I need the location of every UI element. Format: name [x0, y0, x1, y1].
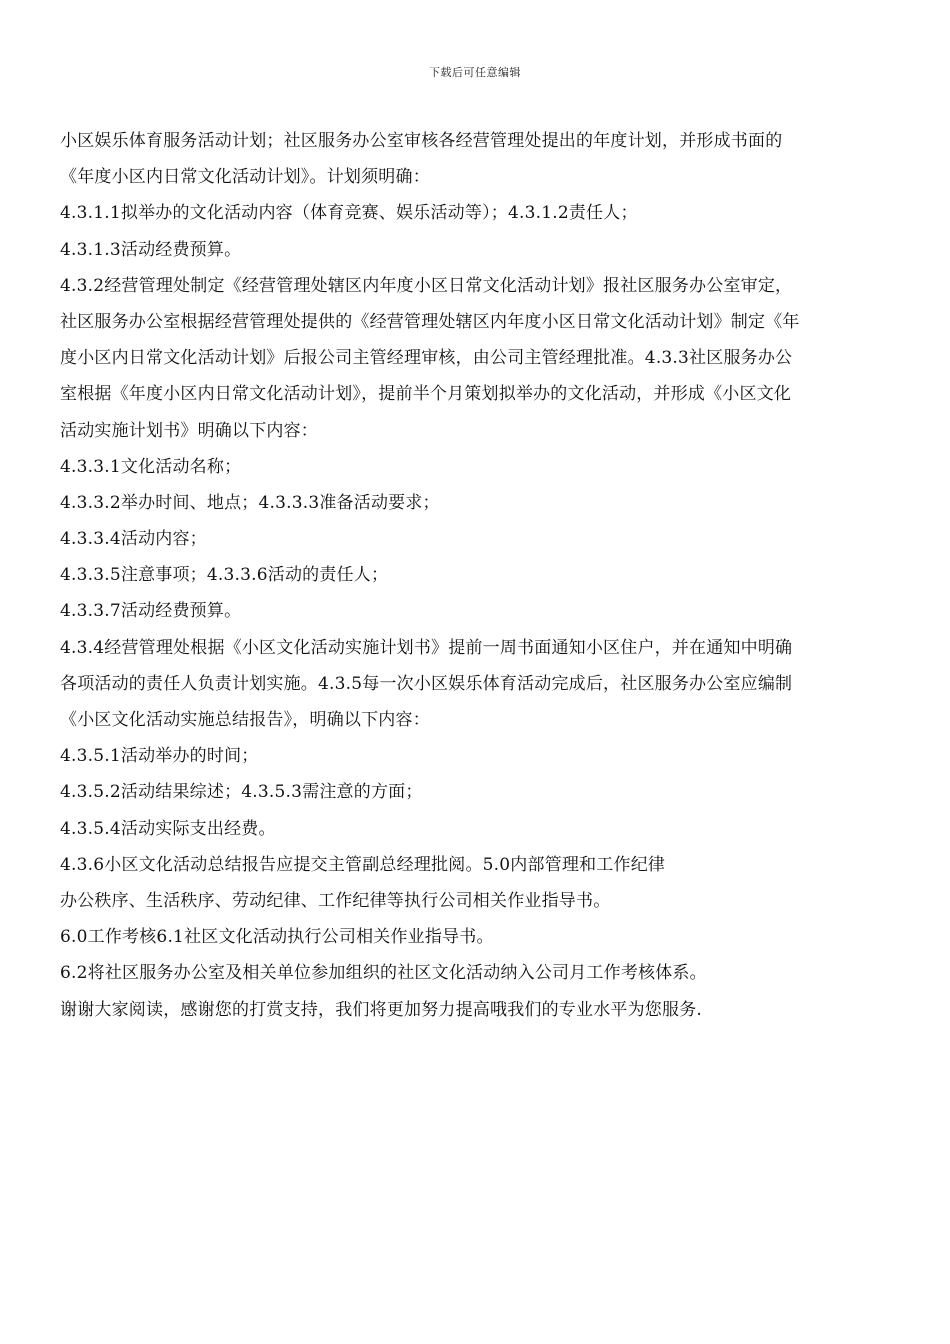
body-line: 度小区内日常文化活动计划》后报公司主管经理审核，由公司主管经理批准。4.3.3社区服务办公 — [60, 348, 793, 369]
body-line: 4.3.3.5注意事项；4.3.3.6活动的责任人； — [60, 565, 389, 586]
body-line: 6.0工作考核6.1社区文化活动执行公司相关作业指导书。 — [60, 927, 494, 948]
closing-line: 谢谢大家阅读，感谢您的打赏支持，我们将更加努力提高哦我们的专业水平为您服务. — [60, 999, 703, 1020]
body-line: 办公秩序、生活秩序、劳动纪律、工作纪律等执行公司相关作业指导书。 — [60, 890, 611, 911]
body-line: 4.3.5.1活动举办的时间； — [60, 746, 259, 767]
body-line: 4.3.6小区文化活动总结报告应提交主管副总经理批阅。5.0内部管理和工作纪律 — [60, 854, 666, 875]
body-line: 室根据《年度小区内日常文化活动计划》，提前半个月策划拟举办的文化活动，并形成《小区文化 — [60, 384, 792, 405]
body-line: 《年度小区内日常文化活动计划》。计划须明确： — [60, 167, 430, 188]
body-line: 4.3.4经营管理处根据《小区文化活动实施计划书》提前一周书面通知小区住户，并在通知中明确 — [60, 637, 793, 658]
body-line: 4.3.1.3活动经费预算。 — [60, 239, 242, 260]
page-header: 下载后可任意编辑 — [429, 66, 521, 79]
body-line: 活动实施计划书》明确以下内容： — [60, 420, 318, 441]
body-line: 《小区文化活动实施总结报告》，明确以下内容： — [60, 710, 430, 730]
body-line: 4.3.3.4活动内容； — [60, 529, 207, 550]
body-line: 4.3.2经营管理处制定《经营管理处辖区内年度小区日常文化活动计划》报社区服务办公室审定， — [60, 275, 793, 296]
body-line: 小区娱乐体育服务活动计划；社区服务办公室审核各经营管理处提出的年度计划，并形成书面的 — [60, 131, 783, 151]
body-line: 4.3.3.7活动经费预算。 — [60, 601, 242, 622]
body-line: 4.3.5.4活动实际支出经费。 — [60, 818, 276, 839]
body-line: 6.2将社区服务办公室及相关单位参加组织的社区文化活动纳入公司月工作考核体系。 — [60, 963, 707, 984]
body-line: 社区服务办公室根据经营管理处提供的《经营管理处辖区内年度小区日常文化活动计划》制定《年 — [60, 311, 800, 332]
body-line: 4.3.5.2活动结果综述；4.3.5.3需注意的方面； — [60, 782, 423, 803]
body-line: 4.3.3.2举办时间、地点；4.3.3.3准备活动要求； — [60, 492, 440, 513]
body-line: 4.3.1.1拟举办的文化活动内容（体育竞赛、娱乐活动等）；4.3.1.2责任人； — [60, 203, 638, 224]
document-body — [60, 123, 890, 1028]
body-line: 各项活动的责任人负责计划实施。4.3.5每一次小区娱乐体育活动完成后，社区服务办公室应编制 — [60, 673, 793, 694]
body-line: 4.3.3.1文化活动名称； — [60, 456, 242, 477]
